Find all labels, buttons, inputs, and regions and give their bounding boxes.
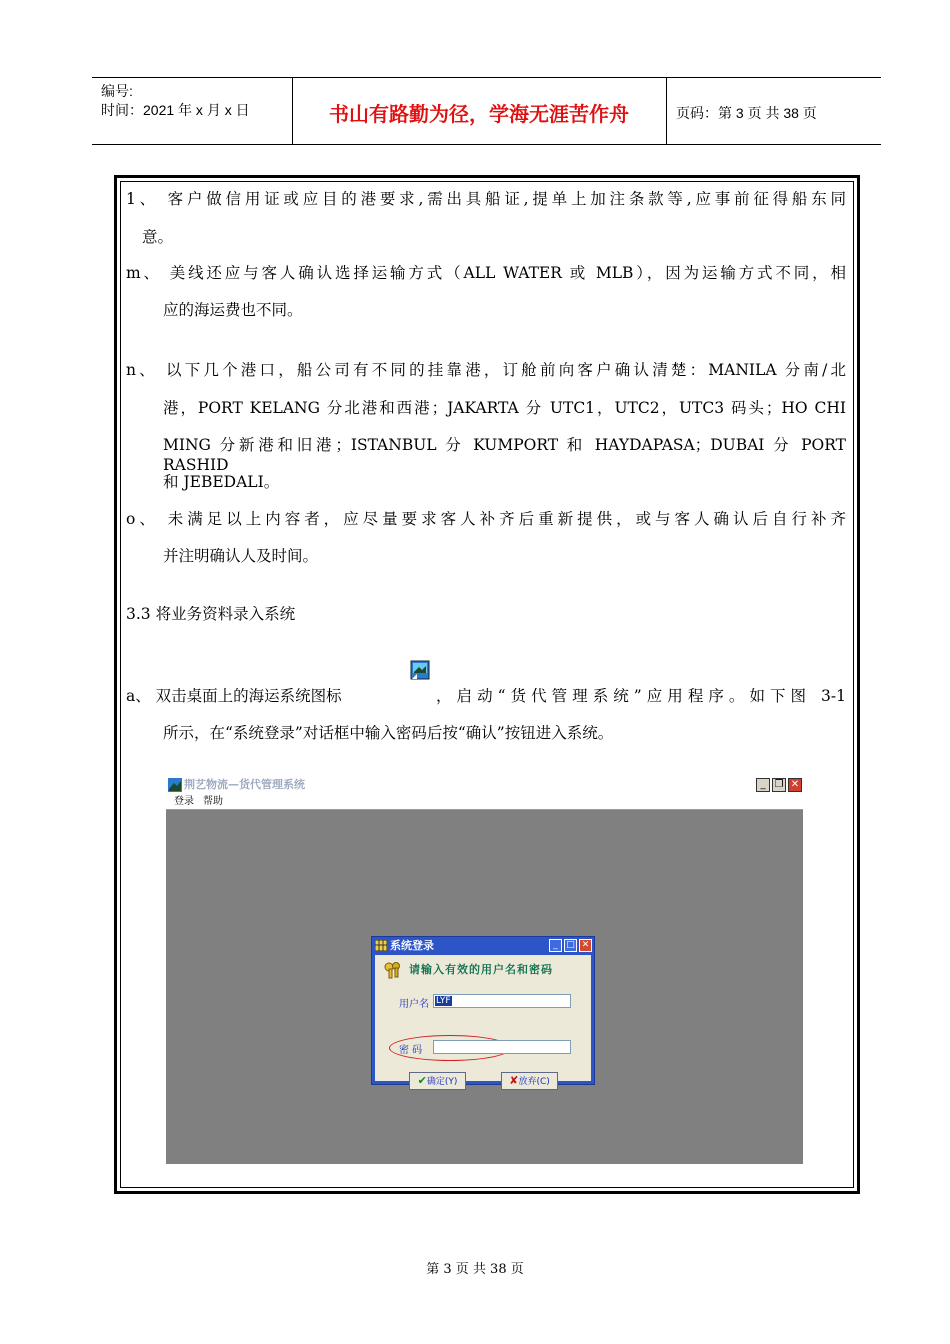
username-value: LYF xyxy=(436,996,451,1006)
confirm-button[interactable] xyxy=(409,1072,466,1090)
item-o-line1: o、 未满足以上内容者，应尽量要求客人补齐后重新提供，或与客人确认后自行补齐 xyxy=(126,510,846,528)
page-footer: 第 3 页 共 38 页 xyxy=(426,1262,524,1277)
restore-icon[interactable]: ❐ xyxy=(772,778,786,792)
keys-icon xyxy=(383,961,403,979)
item-n-line3: MING 分新港和旧港；ISTANBUL 分 KUMPORT 和 HAYDAPASA；DUBAI 分 PORT RASHID xyxy=(163,436,846,474)
app-screenshot xyxy=(166,777,803,1164)
document-header xyxy=(92,77,881,145)
login-dialog-title: 系统登录 xyxy=(390,939,434,952)
menu-item-help[interactable]: 帮助 xyxy=(203,796,223,807)
time-label: 时间：2021 年 x 月 x 日 xyxy=(101,102,250,118)
shipping-system-icon xyxy=(410,660,430,680)
login-dialog-title-bar xyxy=(372,937,594,954)
item-l-line1: 1、 客户做信用证或应目的港要求,需出具船证,提单上加注条款等,应事前征得船东同 xyxy=(126,190,846,208)
dialog-window-controls xyxy=(549,939,592,952)
app-title-bar xyxy=(166,777,803,793)
cross-icon: ✘ xyxy=(509,1074,519,1087)
login-dialog xyxy=(371,936,595,1085)
checkmark-icon: ✔ xyxy=(417,1074,427,1087)
item-n-line4: 和 JEBEDALI。 xyxy=(163,473,280,491)
item-n-line1: n、 以下几个港口，船公司有不同的挂靠港，订舱前向客户确认清楚：MANILA 分南/北 xyxy=(126,361,846,379)
item-m-line1: m、 美线还应与客人确认选择运输方式（ALL WATER 或 MLB），因为运输方式不同，相 xyxy=(126,264,846,282)
item-o-line2: 并注明确认人及时间。 xyxy=(163,547,319,565)
cancel-button-label: 放弃(C) xyxy=(518,1077,550,1087)
login-dialog-body xyxy=(375,955,591,1087)
item-n-line2: 港，PORT KELANG 分北港和西港；JAKARTA 分 UTC1，UTC2，UTC3 码头；HO CHI xyxy=(163,399,846,417)
header-meta xyxy=(101,82,250,120)
cancel-button[interactable] xyxy=(501,1072,558,1090)
item-a-line1-part2: ，启动“货代管理系统”应用程序。如下图 3-1 xyxy=(436,687,846,705)
dialog-minimize-icon[interactable]: _ xyxy=(549,939,562,952)
item-m-line2: 应的海运费也不同。 xyxy=(163,301,303,319)
app-window-title: 荆艺物流—货代管理系统 xyxy=(184,778,305,791)
window-controls xyxy=(756,778,802,792)
number-label: 编号: xyxy=(101,83,133,99)
dialog-grid-icon xyxy=(375,940,387,951)
header-page-label: 页码：第 3 页 共 38 页 xyxy=(676,105,817,121)
header-motto: 书山有路勤为径，学海无涯苦作舟 xyxy=(329,102,629,126)
item-a-line2: 所示，在“系统登录”对话框中输入密码后按“确认”按钮进入系统。 xyxy=(163,724,614,742)
app-menu-bar xyxy=(166,793,803,810)
login-prompt: 请输入有效的用户名和密码 xyxy=(409,963,553,976)
dialog-maximize-icon[interactable]: □ xyxy=(564,939,577,952)
app-logo-icon xyxy=(168,778,182,792)
password-label: 密 码 xyxy=(399,1045,423,1056)
username-field[interactable] xyxy=(433,994,571,1008)
confirm-button-label: 确定(Y) xyxy=(426,1077,458,1087)
password-field[interactable] xyxy=(433,1040,571,1054)
item-l-line2: 意。 xyxy=(142,228,174,246)
username-label: 用户名 xyxy=(399,999,429,1010)
close-icon[interactable]: ✕ xyxy=(788,778,802,792)
section-heading: 3.3 将业务资料录入系统 xyxy=(126,605,296,623)
item-a-line1-part1: a、 双击桌面上的海运系统图标 xyxy=(126,687,342,705)
minimize-icon[interactable]: _ xyxy=(756,778,770,792)
menu-item-login[interactable]: 登录 xyxy=(174,796,194,807)
dialog-close-icon[interactable]: ✕ xyxy=(579,939,592,952)
header-divider xyxy=(666,78,667,144)
